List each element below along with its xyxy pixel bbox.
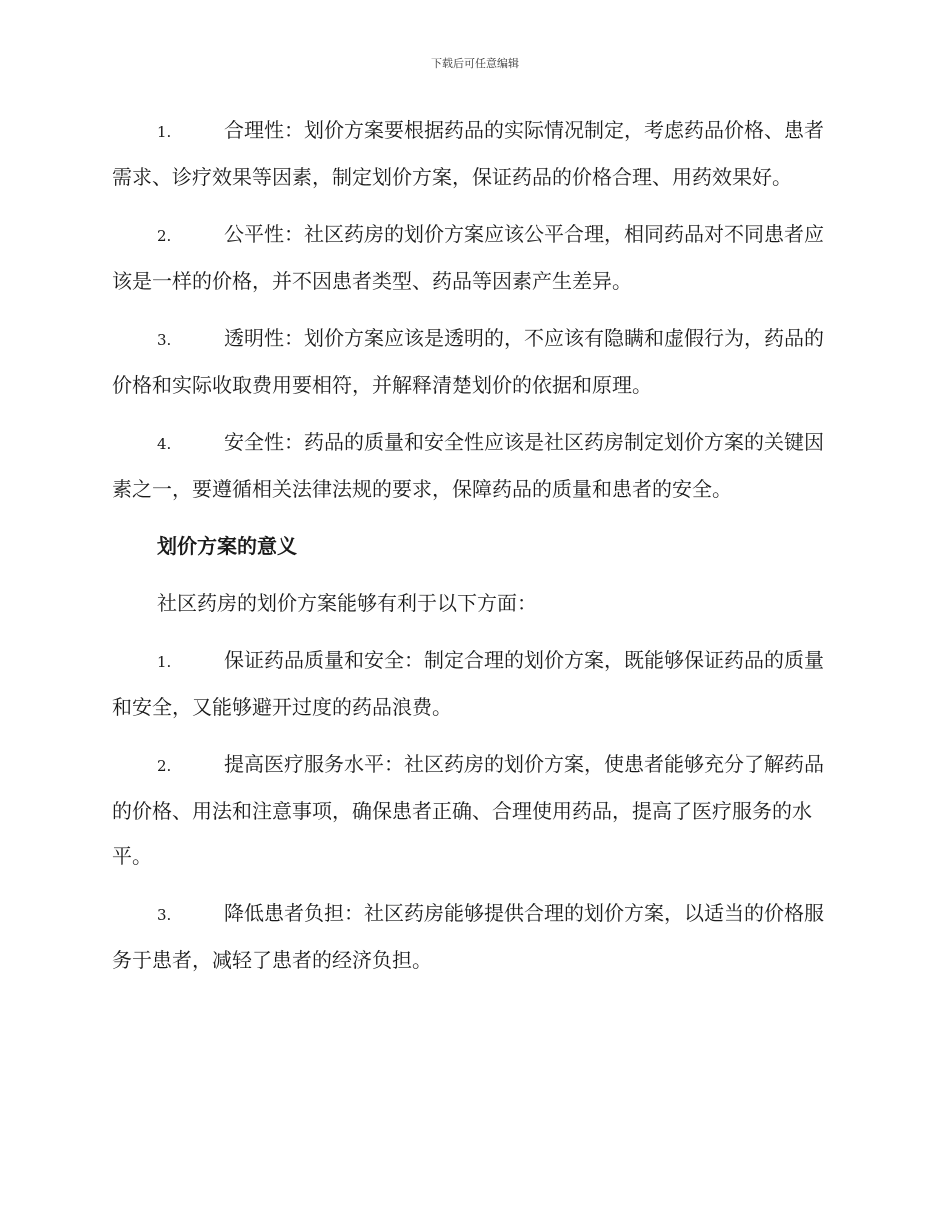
section-heading: 划价方案的意义 <box>157 534 297 558</box>
list-item <box>112 108 837 200</box>
list-item <box>112 891 837 983</box>
list-item <box>112 212 837 304</box>
list-number: 1. <box>157 123 172 141</box>
list-text: 透明性：划价方案应该是透明的，不应该有隐瞒和虚假行为，药品的价格和实际收取费用要相符，并解释清楚划价的依据和原理。 <box>112 326 824 397</box>
list-text: 提高医疗服务水平：社区药房的划价方案，使患者能够充分了解药品的价格、用法和注意事项，确保患者正确、合理使用药品，提高了医疗服务的水平。 <box>112 752 824 868</box>
list-item <box>112 420 837 512</box>
list-text: 降低患者负担：社区药房能够提供合理的划价方案，以适当的价格服务于患者，减轻了患者的经济负担。 <box>112 901 824 972</box>
list-number: 2. <box>157 227 172 245</box>
list-number: 3. <box>157 331 172 349</box>
list-number: 1. <box>157 653 172 671</box>
list-number: 3. <box>157 906 172 924</box>
list-item <box>112 638 837 730</box>
list-text: 合理性：划价方案要根据药品的实际情况制定，考虑药品价格、患者需求、诊疗效果等因素，制定划价方案，保证药品的价格合理、用药效果好。 <box>112 118 824 189</box>
document-body <box>112 108 837 995</box>
list-item <box>112 316 837 408</box>
list-text: 保证药品质量和安全：制定合理的划价方案，既能够保证药品的质量和安全，又能够避开过度的药品浪费。 <box>112 648 824 719</box>
list-text: 公平性：社区药房的划价方案应该公平合理，相同药品对不同患者应该是一样的价格，并不因患者类型、药品等因素产生差异。 <box>112 222 824 293</box>
list-number: 2. <box>157 757 172 775</box>
list-item <box>112 742 837 879</box>
list-number: 4. <box>157 435 172 453</box>
list-text: 安全性：药品的质量和安全性应该是社区药房制定划价方案的关键因素之一，要遵循相关法律法规的要求，保障药品的质量和患者的安全。 <box>112 430 824 501</box>
header-note: 下载后可任意编辑 <box>431 57 519 70</box>
intro-paragraph: 社区药房的划价方案能够有利于以下方面： <box>157 591 537 615</box>
